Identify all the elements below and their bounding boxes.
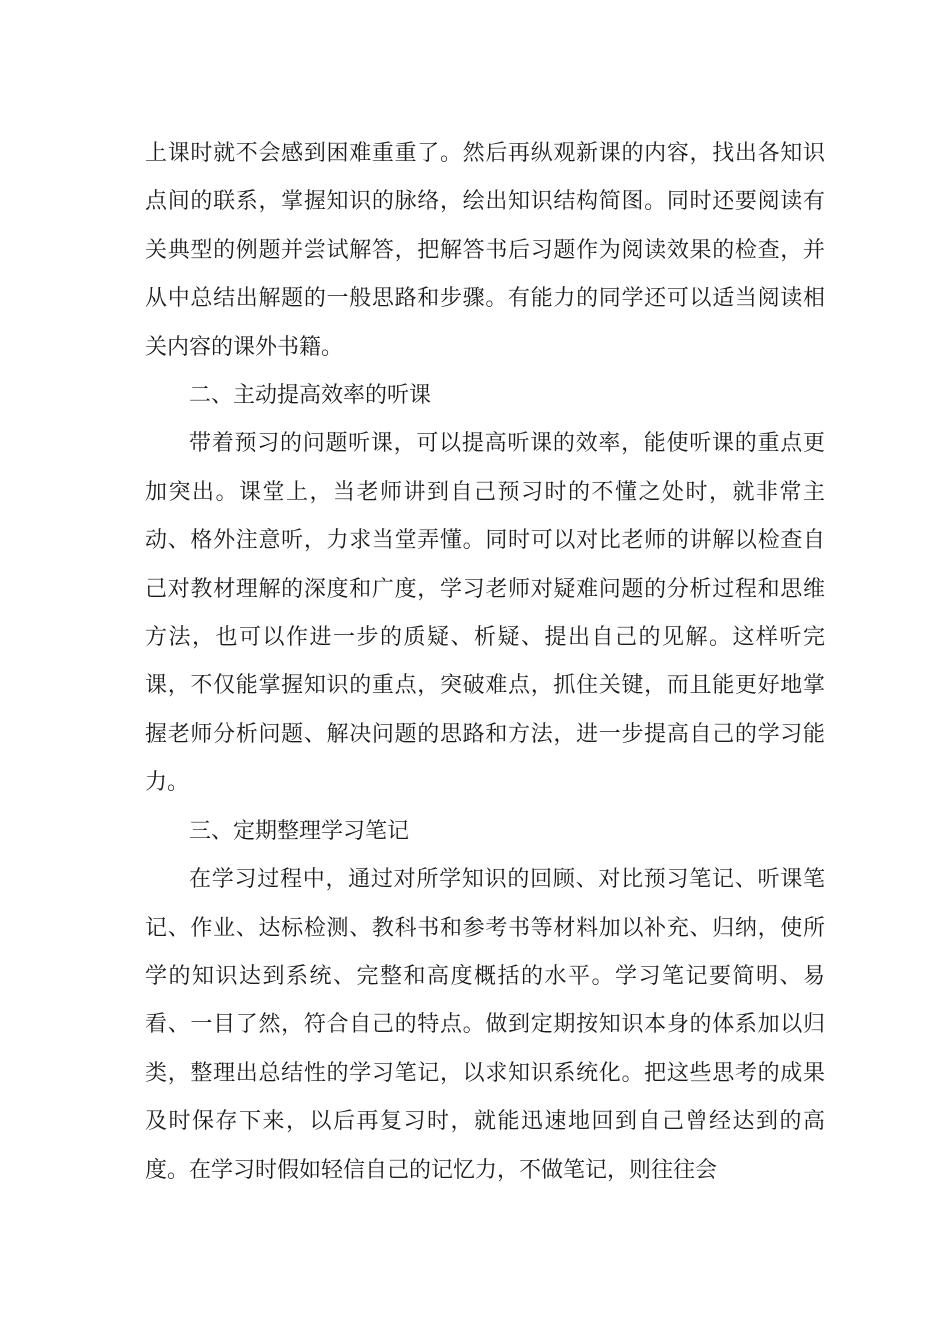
paragraph-listening: 带着预习的问题听课，可以提高听课的效率，能使听课的重点更加突出。课堂上，当老师讲到自己预习时的不懂之处时，就非常主动、格外注意听，力求当堂弄懂。同时可以对比老师的讲解以检查自己对教材理解的深度和广度，学习老师对疑难问题的分析过程和思维方法，也可以作进一步的质疑、析疑、提出自己的见解。这样听完课，不仅能掌握知识的重点，突破难点，抓住关键，而且能更好地掌握老师分析问题、解决问题的思路和方法，进一步提高自己的学习能力。 bbox=[145, 431, 825, 796]
section-heading-notes: 三、定期整理学习笔记 bbox=[189, 818, 410, 844]
paragraph-continuation: 上课时就不会感到困难重重了。然后再纵观新课的内容，找出各知识点间的联系，掌握知识的脉络，绘出知识结构简图。同时还要阅读有关典型的例题并尝试解答，把解答书后习题作为阅读效果的检查，并从中总结出解题的一般思路和步骤。有能力的同学还可以适当阅读相关内容的课外书籍。 bbox=[145, 141, 825, 360]
section-heading-listening: 二、主动提高效率的听课 bbox=[189, 383, 432, 409]
document-body bbox=[145, 130, 825, 1195]
paragraph-notes: 在学习过程中，通过对所学知识的回顾、对比预习笔记、听课笔记、作业、达标检测、教科书和参考书等材料加以补充、归纳，使所学的知识达到系统、完整和高度概括的水平。学习笔记要简明、易看、一目了然，符合自己的特点。做到定期按知识本身的体系加以归类，整理出总结性的学习笔记，以求知识系统化。把这些思考的成果及时保存下来，以后再复习时，就能迅速地回到自己曾经达到的高度。在学习时假如轻信自己的记忆力，不做笔记，则往往会 bbox=[145, 867, 825, 1183]
